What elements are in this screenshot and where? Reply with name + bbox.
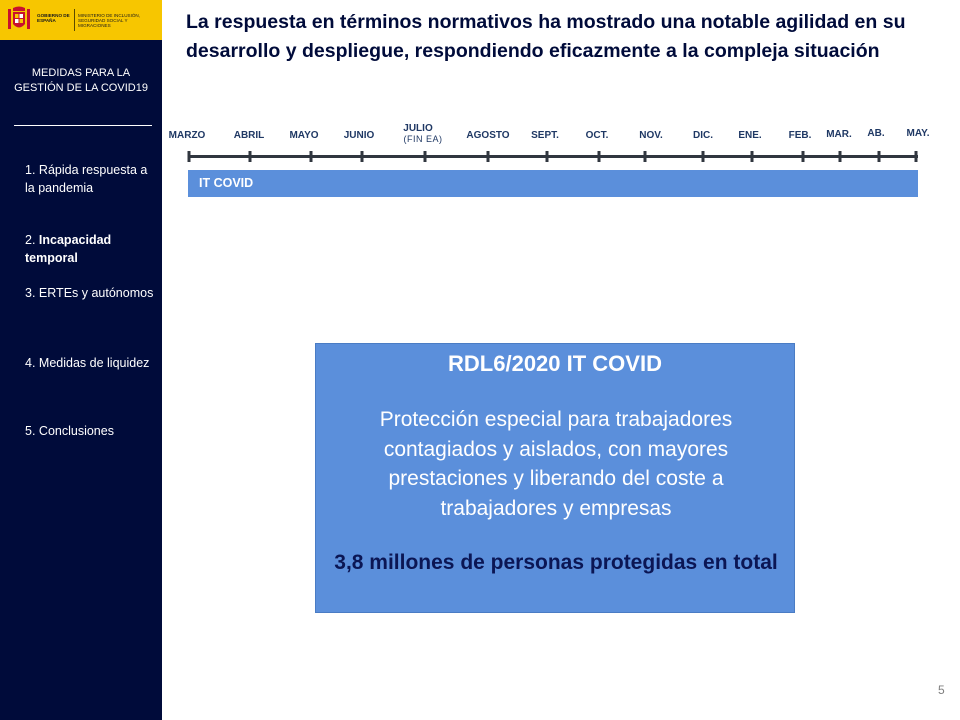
timeline-month-label: AB. <box>867 128 885 139</box>
sidebar-item-label: Conclusiones <box>38 424 114 438</box>
timeline-tick <box>361 151 364 162</box>
timeline-tick <box>802 151 805 162</box>
sidebar-item-number: 5. <box>25 424 36 438</box>
sidebar-item-label: Medidas de liquidez <box>38 356 150 370</box>
timeline-bar-it-covid <box>188 170 918 197</box>
sidebar-item-incapacidad-temporal[interactable] <box>25 231 155 267</box>
info-box-heading: RDL6/2020 IT COVID <box>448 351 662 376</box>
sidebar-item-number: 4. <box>25 356 36 370</box>
timeline-month-label: DIC. <box>693 130 713 141</box>
sidebar-item-medidas-liquidez[interactable] <box>25 354 155 372</box>
sidebar-item-number: 1. <box>25 163 36 177</box>
timeline-month-label: ENE. <box>738 130 762 141</box>
logo-ministry-text: MINISTERIO DE INCLUSIÓN, SEGURIDAD SOCIAL Y MIGRACIONES <box>78 13 141 28</box>
sidebar-item-number: 3. <box>25 286 36 300</box>
timeline-month-label: SEPT. <box>531 130 559 141</box>
timeline-month-label: FEB. <box>788 130 812 141</box>
timeline-tick <box>702 151 705 162</box>
timeline-tick <box>249 151 252 162</box>
timeline-bar-label: IT COVID <box>199 176 254 190</box>
timeline-axis <box>188 155 918 158</box>
timeline-month-label: MAY. <box>906 128 930 139</box>
timeline <box>0 0 960 200</box>
timeline-tick <box>915 151 918 162</box>
info-box-highlight: 3,8 millones de personas protegidas en total <box>334 551 778 574</box>
timeline-month-label: MAR. <box>826 129 852 140</box>
timeline-month-sublabel: (FIN EA) <box>403 134 443 144</box>
timeline-tick <box>546 151 549 162</box>
timeline-month-label: MARZO <box>168 130 206 141</box>
sidebar-item-label: ERTEs y autónomos <box>38 286 154 300</box>
timeline-tick <box>487 151 490 162</box>
timeline-tick <box>424 151 427 162</box>
page-number: 5 <box>938 683 945 697</box>
timeline-tick <box>751 151 754 162</box>
timeline-month-label: ABRIL <box>233 130 265 141</box>
timeline-month-label: AGOSTO <box>466 130 510 141</box>
sidebar-item-number: 2. <box>25 233 36 247</box>
timeline-tick <box>598 151 601 162</box>
sidebar-item-conclusiones[interactable] <box>25 422 155 440</box>
info-box <box>315 343 795 613</box>
timeline-tick <box>839 151 842 162</box>
timeline-tick <box>878 151 881 162</box>
sidebar-item-label: Incapacidad temporal <box>25 233 112 265</box>
logo-government-text: GOBIERNO DE ESPAÑA <box>37 13 70 23</box>
sidebar-item-label: Rápida respuesta a la pandemia <box>25 163 148 195</box>
timeline-month-label: NOV. <box>639 130 663 141</box>
page-title: La respuesta en términos normativos ha mostrado una notable agilidad en su desarrollo y despliegue, respondiendo eficazmente a la compleja situación <box>186 11 906 62</box>
timeline-month-label: MAYO <box>289 130 319 141</box>
info-box-body: Protección especial para trabajadores contagiados y aislados, con mayores prestaciones y liberando del coste a trabajadores y empresas <box>379 408 733 520</box>
sidebar-section-title: MEDIDAS PARA LA GESTIÓN DE LA COVID19 <box>14 67 148 94</box>
timeline-tick <box>310 151 313 162</box>
timeline-tick <box>644 151 647 162</box>
timeline-month-label: JULIO <box>403 123 433 134</box>
timeline-month-label: OCT. <box>585 130 609 141</box>
timeline-month-label: JUNIO <box>343 130 375 141</box>
timeline-tick <box>188 151 191 162</box>
sidebar-item-ertes[interactable] <box>25 284 155 302</box>
